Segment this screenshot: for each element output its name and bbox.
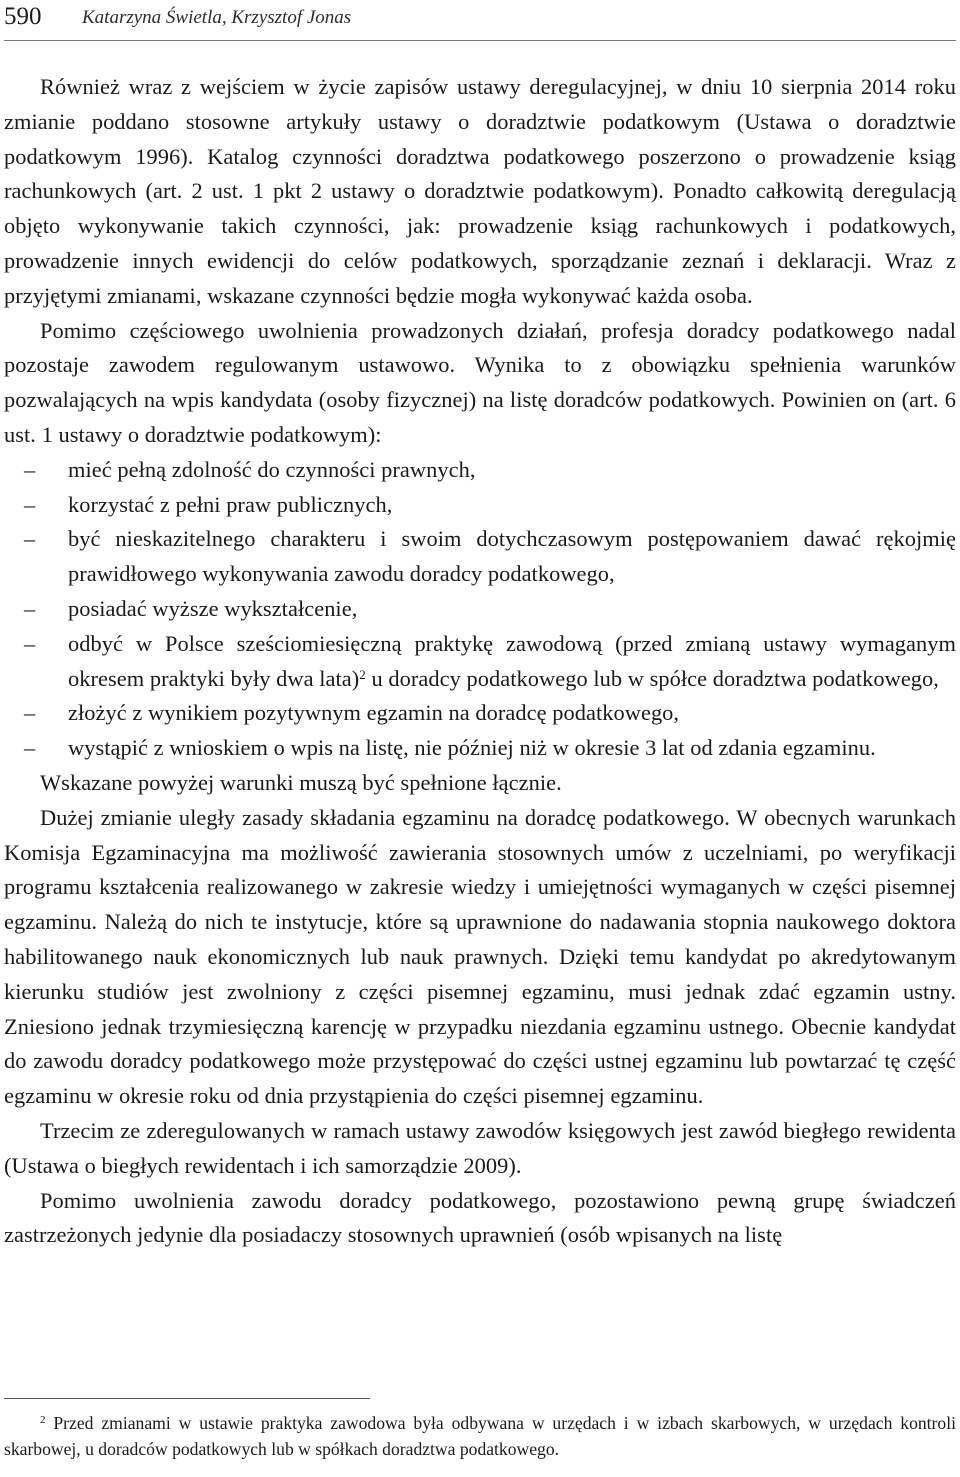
paragraph: Pomimo uwolnienia zawodu doradcy podatkowego, pozostawiono pewną grupę świadczeń zastrzeżonych jedynie dla posiadaczy stosownych uprawnień (osób wpisanych na listę <box>4 1187 956 1248</box>
running-header <box>4 0 956 41</box>
list-dash: – <box>24 735 36 761</box>
list-item-text: u doradcy podatkowego lub w spółce doradztwa podatkowego, <box>365 665 939 691</box>
paragraph: Również wraz z wejściem w życie zapisów ustawy deregulacyjnej, w dniu 10 sierpnia 2014 roku zmianie poddano stosowne artykuły ustawy o doradztwie podatkowym (Ustawa o doradztwie podatkowym 1996). Katalog czynności doradztwa podatkowego poszerzono o prowadzenie ksiąg rachunkowych (art. 2 ust. 1 pkt 2 ustawy o doradztwie podatkowym). Ponadto całkowitą deregulacją objęto wykonywanie takich czynności, jak: prowadzenie ksiąg rachunkowych i podatkowych, prowadzenie innych ewidencji do celów podatkowych, sporządzanie zeznań i deklaracji. Wraz z przyjętymi zmianami, wskazane czynności będzie mogła wykonywać każda osoba. <box>4 74 956 308</box>
list-item-text: posiadać wyższe wykształcenie, <box>68 595 358 621</box>
list-item <box>4 522 956 592</box>
list-item <box>4 488 956 523</box>
paragraph: Wskazane powyżej warunki muszą być spełnione łącznie. <box>40 769 562 795</box>
footnote-reference[interactable]: 2 <box>359 666 366 682</box>
list-dash: – <box>24 700 36 726</box>
list-dash: – <box>24 456 36 482</box>
paragraph: Dużej zmianie uległy zasady składania egzaminu na doradcę podatkowego. W obecnych warunkach Komisja Egzaminacyjna ma możliwość zawierania stosownych umów z uczelniami, po weryfikacji programu kształcenia realizowanego w zakresie wiedzy i umiejętności wymaganych w części pisemnej egzaminu. Należą do nich te instytucje, które są uprawnione do nadawania stopnia naukowego doktora habilitowanego nauk ekonomicznych lub nauk prawnych. Dzięki temu kandydat po akredytowanym kierunku studiów jest zwolniony z części pisemnej egzaminu, musi jednak zdać egzamin ustny. Zniesiono jednak trzymiesięczną karencję w przypadku niezdania egzaminu ustnego. Obecnie kandydat do zawodu doradcy podatkowego może przystępować do części ustnej egzaminu lub powtarzać tę część egzaminu w okresie roku od dnia przystąpienia do części pisemnej egzaminu. <box>4 804 956 1109</box>
list-item-text: być nieskazitelnego charakteru i swoim dotychczasowym postępowaniem dawać rękojmię prawidłowego wykonywania zawodu doradcy podatkowego, <box>68 526 956 587</box>
list-item <box>4 592 956 627</box>
footnote-text: Przed zmianami w ustawie praktyka zawodowa była odbywana w urzędach i w izbach skarbowych, w urzędach kontroli skarbowej, u doradców podatkowych lub w spółkach doradztwa podatkowego. <box>4 1413 956 1459</box>
page-number: 590 <box>4 3 42 30</box>
footnote-number: 2 <box>40 1414 46 1426</box>
list-item-text: korzystać z pełni praw publicznych, <box>68 491 393 517</box>
list-item-text: odbyć w Polsce sześciomiesięczną praktykę zawodową (przed zmianą ustawy wymaganym okresem praktyki były dwa lata) <box>68 630 956 691</box>
list-item <box>4 453 956 488</box>
footnote-divider <box>4 1398 370 1399</box>
list-item-text: wystąpić z wnioskiem o wpis na listę, nie później niż w okresie 3 lat od zdania egzaminu. <box>68 735 876 761</box>
list-item-text: złożyć z wynikiem pozytywnym egzamin na doradcę podatkowego, <box>68 700 680 726</box>
list-dash: – <box>24 491 36 517</box>
paragraph: Trzecim ze zderegulowanych w ramach ustawy zawodów księgowych jest zawód biegłego rewidenta (Ustawa o biegłych rewidentach i ich samorządzie 2009). <box>4 1117 956 1178</box>
requirements-list <box>4 453 956 766</box>
list-item <box>4 696 956 731</box>
list-item <box>4 731 956 766</box>
footnote <box>4 1410 956 1462</box>
list-item <box>4 627 956 697</box>
running-head-authors: Katarzyna Świetla, Krzysztof Jonas <box>82 7 352 28</box>
list-dash: – <box>24 630 36 656</box>
list-item-text: mieć pełną zdolność do czynności prawnych, <box>68 456 476 482</box>
body-text <box>4 70 956 1253</box>
list-dash: – <box>24 595 36 621</box>
paragraph: Pomimo częściowego uwolnienia prowadzonych działań, profesja doradcy podatkowego nadal pozostaje zawodem regulowanym ustawowo. Wynika to z obowiązku spełnienia warunków pozwalających na wpis kandydata (osoby fizycznej) na listę doradców podatkowych. Powinien on (art. 6 ust. 1 ustawy o doradztwie podatkowym): <box>4 317 956 447</box>
list-dash: – <box>24 526 36 552</box>
